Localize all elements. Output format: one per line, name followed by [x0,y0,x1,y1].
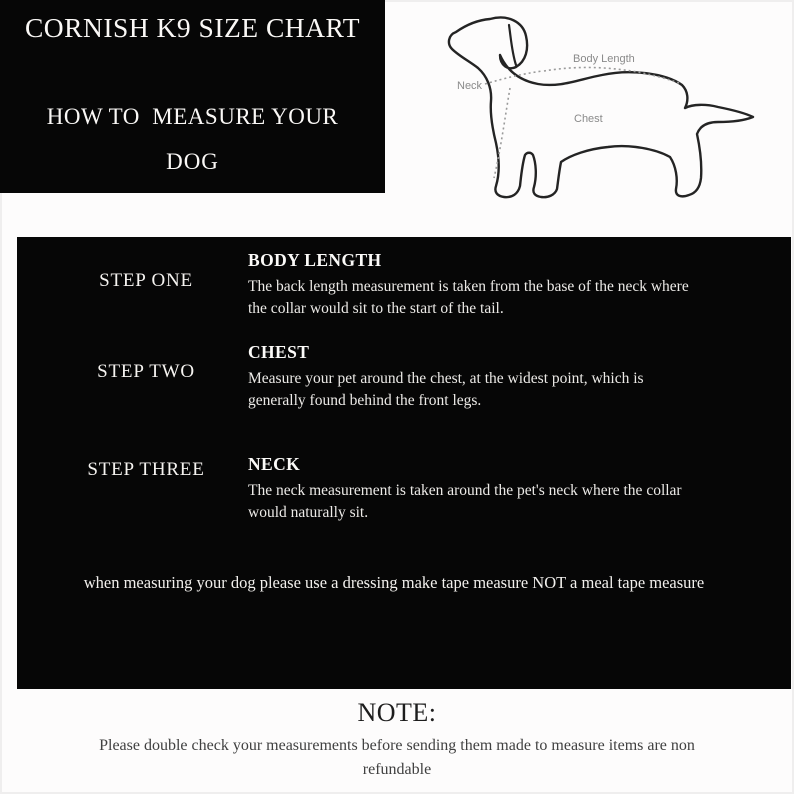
chest-measure-line [494,88,510,178]
chest-label: Chest [574,113,603,125]
dog-measurement-diagram [430,5,790,205]
body-length-label: Body Length [573,53,635,65]
chest-heading: CHEST [248,342,310,362]
header-box [0,0,385,193]
dog-body-outline [449,18,753,198]
page-title: CORNISH K9 SIZE CHART [24,12,361,43]
chest-text: Measure your pet around the chest, at the widest point, which is generally found behind the front legs. [248,370,644,409]
neck-heading: NECK [248,454,301,474]
neck-text: The neck measurement is taken around the pet's neck where the collar would naturally sit. [248,482,682,521]
note-text: Please double check your measurements before sending them made to measure items are non refundable [99,737,695,778]
page-subtitle-line1: HOW TO MEASURE YOUR [46,104,339,129]
neck-label: Neck [457,80,483,92]
dog-ear-line [509,25,516,65]
step-three-label: STEP THREE [87,459,205,480]
step-three-description-block [248,454,718,524]
body-length-heading: BODY LENGTH [248,250,382,270]
page-subtitle-line2: DOG [166,149,219,174]
dachshund-outline-drawing [430,5,790,205]
step-one-description-block [248,250,718,320]
tape-measure-warning: when measuring your dog please use a dressing make tape measure NOT a meal tape measure [83,573,705,592]
step-two-description-block [248,342,718,412]
note-title: NOTE: [357,698,437,727]
measuring-steps-panel [17,237,791,689]
step-two-label: STEP TWO [97,361,195,382]
body-length-text: The back length measurement is taken from the base of the neck where the collar would sit to the start of the tail. [248,278,689,317]
step-one-label: STEP ONE [99,270,193,291]
